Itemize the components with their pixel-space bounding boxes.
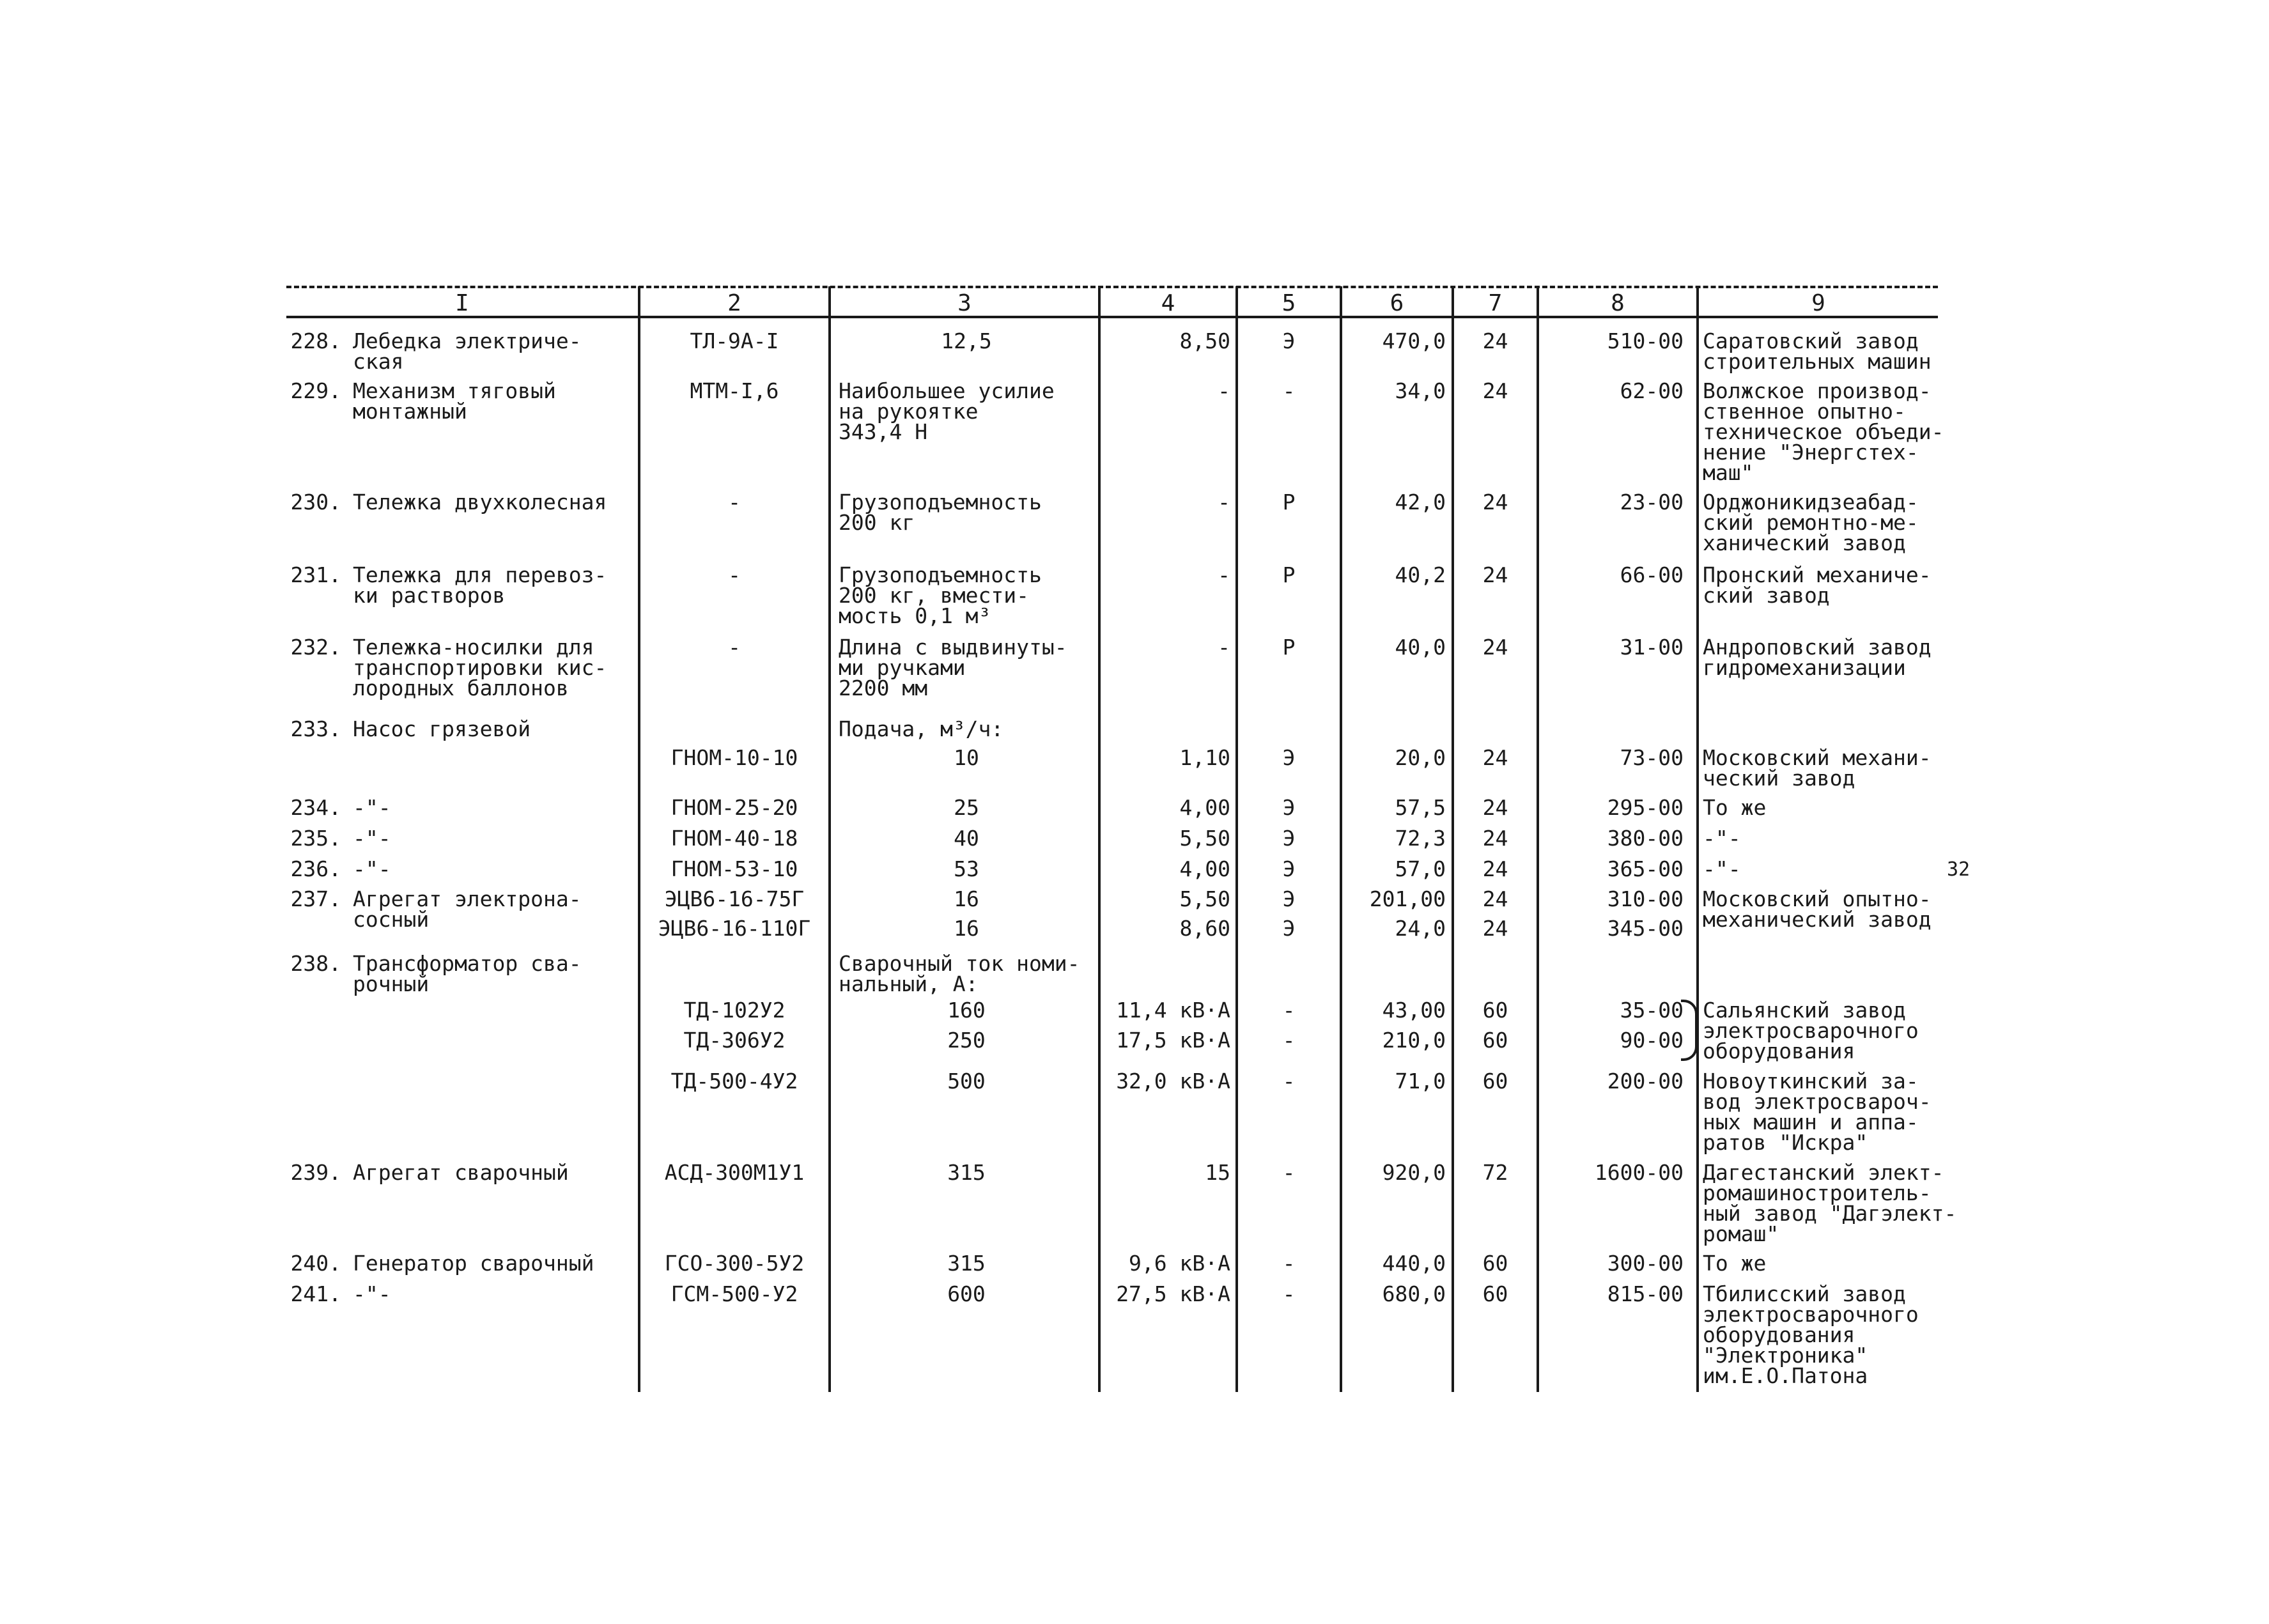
cell-life: 60 [1482, 1251, 1508, 1276]
cell-maker: То же [1703, 795, 1767, 820]
cell-drive: - [1282, 998, 1296, 1023]
price-brace [1681, 1000, 1698, 1061]
cell-model: ГСО-300-5У2 [664, 1251, 805, 1276]
page-margin-mark: 32 [1947, 858, 1971, 881]
cell-num: 232. [290, 635, 341, 660]
cell-param: Грузоподъемность 200 кг [839, 490, 1042, 535]
cell-val: 8,50 [1179, 329, 1230, 353]
cell-param: 315 [947, 1251, 986, 1276]
cell-drive: Э [1282, 795, 1296, 820]
cell-maker: Тбилисский завод электросварочного оборудования "Электроника" им.Е.О.Патона [1703, 1281, 1919, 1388]
cell-name: Тележка для перевоз- ки растворов [353, 562, 607, 608]
cell-price: 1600-00 [1594, 1160, 1684, 1185]
cell-name: Генератор сварочный [353, 1251, 594, 1276]
cell-price: 35-00 [1620, 998, 1684, 1023]
cell-num: 234. [290, 795, 341, 820]
cell-maker: -"- [1703, 826, 1741, 851]
header-col-9: 9 [1811, 290, 1825, 316]
cell-num: 241. [290, 1281, 341, 1306]
cell-life: 24 [1482, 916, 1508, 941]
cell-price: 310-00 [1607, 886, 1684, 911]
cell-price: 31-00 [1620, 635, 1684, 660]
cell-drive: Р [1282, 562, 1296, 587]
cell-mass: 24,0 [1395, 916, 1446, 941]
cell-val: 8,60 [1179, 916, 1230, 941]
cell-param: Грузоподъемность 200 кг, вмести- мость 0,1 м³ [839, 562, 1042, 628]
cell-drive: Р [1282, 490, 1296, 514]
cell-model: - [728, 635, 741, 660]
header-col-5: 5 [1282, 290, 1296, 316]
cell-price: 815-00 [1607, 1281, 1684, 1306]
cell-num: 235. [290, 826, 341, 851]
cell-val: 27,5 кВ·А [1116, 1281, 1230, 1306]
cell-val: 11,4 кВ·А [1116, 998, 1230, 1023]
cell-maker: Пронский механиче- ский завод [1703, 562, 1932, 608]
cell-mass: 470,0 [1382, 329, 1446, 353]
cell-name: Механизм тяговый монтажный [353, 378, 556, 424]
cell-val: - [1218, 562, 1230, 587]
cell-name: -"- [353, 1281, 391, 1306]
cell-model: ЭЦВ6-16-110Г [658, 916, 811, 941]
cell-life: 24 [1482, 635, 1508, 660]
cell-val: - [1218, 635, 1230, 660]
cell-life: 24 [1482, 886, 1508, 911]
header-col-4: 4 [1161, 290, 1175, 316]
cell-maker: Волжское производ- ственное опытно- техническое объеди- нение "Энергстех- маш" [1703, 378, 1944, 485]
cell-param: 600 [947, 1281, 986, 1306]
cell-model: ТД-102У2 [683, 998, 786, 1023]
cell-price: 200-00 [1607, 1069, 1684, 1094]
cell-price: 23-00 [1620, 490, 1684, 514]
cell-life: 24 [1482, 378, 1508, 403]
cell-price: 510-00 [1607, 329, 1684, 353]
cell-val: 9,6 кВ·А [1129, 1251, 1230, 1276]
cell-param: Сварочный ток номи- нальный, А: [839, 951, 1080, 996]
cell-drive: - [1282, 1281, 1296, 1306]
cell-name: -"- [353, 826, 391, 851]
cell-param: 16 [954, 916, 979, 941]
cell-val: 5,50 [1179, 826, 1230, 851]
cell-num: 231. [290, 562, 341, 587]
cell-name: -"- [353, 856, 391, 881]
cell-drive: Э [1282, 826, 1296, 851]
cell-model: ТД-306У2 [683, 1028, 786, 1053]
cell-param: Подача, м³/ч: [839, 716, 1004, 741]
header-col-2: 2 [727, 290, 741, 316]
cell-param: 160 [947, 998, 986, 1023]
cell-model: ТД-500-4У2 [670, 1069, 798, 1094]
cell-drive: - [1282, 1160, 1296, 1185]
header-col-8: 8 [1611, 290, 1625, 316]
cell-val: 1,10 [1179, 745, 1230, 770]
cell-name: Тележка-носилки для транспортировки кис- лородных баллонов [353, 635, 607, 700]
cell-name: Агрегат сварочный [353, 1160, 569, 1185]
cell-life: 24 [1482, 329, 1508, 353]
cell-mass: 40,0 [1395, 635, 1446, 660]
header-col-7: 7 [1488, 290, 1503, 316]
cell-maker: То же [1703, 1251, 1767, 1276]
cell-param: 315 [947, 1160, 986, 1185]
cell-life: 60 [1482, 998, 1508, 1023]
header-col-1: I [455, 290, 469, 316]
cell-life: 72 [1482, 1160, 1508, 1185]
cell-mass: 57,0 [1395, 856, 1446, 881]
cell-drive: Э [1282, 856, 1296, 881]
cell-mass: 40,2 [1395, 562, 1446, 587]
cell-model: ЭЦВ6-16-75Г [664, 886, 805, 911]
cell-mass: 43,00 [1382, 998, 1446, 1023]
cell-model: ГНОМ-10-10 [670, 745, 798, 770]
cell-price: 295-00 [1607, 795, 1684, 820]
cell-model: ГСМ-500-У2 [670, 1281, 798, 1306]
cell-price: 365-00 [1607, 856, 1684, 881]
cell-model: ТЛ-9А-I [690, 329, 779, 353]
cell-life: 60 [1482, 1028, 1508, 1053]
cell-mass: 440,0 [1382, 1251, 1446, 1276]
cell-drive: Э [1282, 886, 1296, 911]
cell-price: 90-00 [1620, 1028, 1684, 1053]
cell-drive: Р [1282, 635, 1296, 660]
cell-val: - [1218, 490, 1230, 514]
cell-price: 66-00 [1620, 562, 1684, 587]
cell-maker: Дагестанский элект- ромашиностроитель- ный завод "Дагэлект- ромаш" [1703, 1160, 1957, 1246]
cell-model: ГНОМ-53-10 [670, 856, 798, 881]
cell-maker: -"- [1703, 856, 1741, 881]
cell-num: 239. [290, 1160, 341, 1185]
cell-name: Лебедка электриче- ская [353, 329, 582, 374]
cell-param: Длина с выдвинуты- ми ручками 2200 мм [839, 635, 1067, 700]
cell-mass: 57,5 [1395, 795, 1446, 820]
cell-maker: Сальянский завод электросварочного оборудования [1703, 998, 1919, 1063]
cell-mass: 20,0 [1395, 745, 1446, 770]
cell-val: 32,0 кВ·А [1116, 1069, 1230, 1094]
cell-life: 24 [1482, 826, 1508, 851]
cell-drive: - [1282, 1251, 1296, 1276]
column-divider [1696, 286, 1699, 1392]
cell-param: 250 [947, 1028, 986, 1053]
cell-price: 73-00 [1620, 745, 1684, 770]
cell-maker: Новоуткинский за- вод электросвароч- ных машин и аппа- ратов "Искра" [1703, 1069, 1932, 1155]
table-top-rule [286, 286, 1938, 288]
cell-maker: Саратовский завод строительных машин [1703, 329, 1932, 374]
cell-drive: Э [1282, 745, 1296, 770]
cell-val: 17,5 кВ·А [1116, 1028, 1230, 1053]
column-divider [828, 286, 831, 1392]
cell-name: Трансформатор сва- рочный [353, 951, 582, 996]
cell-param: 500 [947, 1069, 986, 1094]
cell-maker: Андроповский завод гидромеханизации [1703, 635, 1932, 680]
header-col-3: 3 [957, 290, 972, 316]
cell-val: - [1218, 378, 1230, 403]
cell-num: 240. [290, 1251, 341, 1276]
cell-param: 10 [954, 745, 979, 770]
cell-life: 60 [1482, 1281, 1508, 1306]
cell-drive: Э [1282, 916, 1296, 941]
cell-mass: 34,0 [1395, 378, 1446, 403]
cell-mass: 72,3 [1395, 826, 1446, 851]
cell-name: -"- [353, 795, 391, 820]
cell-val: 4,00 [1179, 856, 1230, 881]
cell-life: 24 [1482, 745, 1508, 770]
cell-life: 24 [1482, 795, 1508, 820]
cell-price: 345-00 [1607, 916, 1684, 941]
cell-life: 60 [1482, 1069, 1508, 1094]
cell-val: 4,00 [1179, 795, 1230, 820]
cell-name: Насос грязевой [353, 716, 531, 741]
cell-param: Наибольшее усилие на рукоятке 343,4 Н [839, 378, 1055, 444]
cell-val: 5,50 [1179, 886, 1230, 911]
cell-num: 230. [290, 490, 341, 514]
cell-num: 236. [290, 856, 341, 881]
cell-num: 238. [290, 951, 341, 976]
cell-drive: - [1282, 378, 1296, 403]
header-col-6: 6 [1390, 290, 1404, 316]
cell-life: 24 [1482, 562, 1508, 587]
cell-mass: 920,0 [1382, 1160, 1446, 1185]
cell-model: - [728, 490, 741, 514]
cell-mass: 201,00 [1369, 886, 1446, 911]
cell-num: 229. [290, 378, 341, 403]
cell-val: 15 [1205, 1160, 1230, 1185]
cell-life: 24 [1482, 490, 1508, 514]
cell-drive: - [1282, 1028, 1296, 1053]
cell-drive: Э [1282, 329, 1296, 353]
cell-price: 62-00 [1620, 378, 1684, 403]
cell-mass: 71,0 [1395, 1069, 1446, 1094]
cell-model: - [728, 562, 741, 587]
cell-name: Агрегат электрона- сосный [353, 886, 582, 932]
cell-name: Тележка двухколесная [353, 490, 607, 514]
cell-price: 380-00 [1607, 826, 1684, 851]
cell-model: ГНОМ-40-18 [670, 826, 798, 851]
cell-life: 24 [1482, 856, 1508, 881]
cell-param: 40 [954, 826, 979, 851]
cell-price: 300-00 [1607, 1251, 1684, 1276]
cell-mass: 42,0 [1395, 490, 1446, 514]
cell-drive: - [1282, 1069, 1296, 1094]
cell-model: АСД-300М1У1 [664, 1160, 805, 1185]
cell-maker: Московский механи- ческий завод [1703, 745, 1932, 791]
cell-model: МТМ-I,6 [690, 378, 779, 403]
cell-maker: Московский опытно- механический завод [1703, 886, 1932, 932]
cell-mass: 210,0 [1382, 1028, 1446, 1053]
cell-param: 25 [954, 795, 979, 820]
cell-param: 53 [954, 856, 979, 881]
cell-param: 12,5 [941, 329, 992, 353]
cell-maker: Орджоникидзеабад- ский ремонтно-ме- ханический завод [1703, 490, 1919, 555]
cell-param: 16 [954, 886, 979, 911]
cell-num: 237. [290, 886, 341, 911]
cell-model: ГНОМ-25-20 [670, 795, 798, 820]
cell-mass: 680,0 [1382, 1281, 1446, 1306]
cell-num: 228. [290, 329, 341, 353]
cell-num: 233. [290, 716, 341, 741]
